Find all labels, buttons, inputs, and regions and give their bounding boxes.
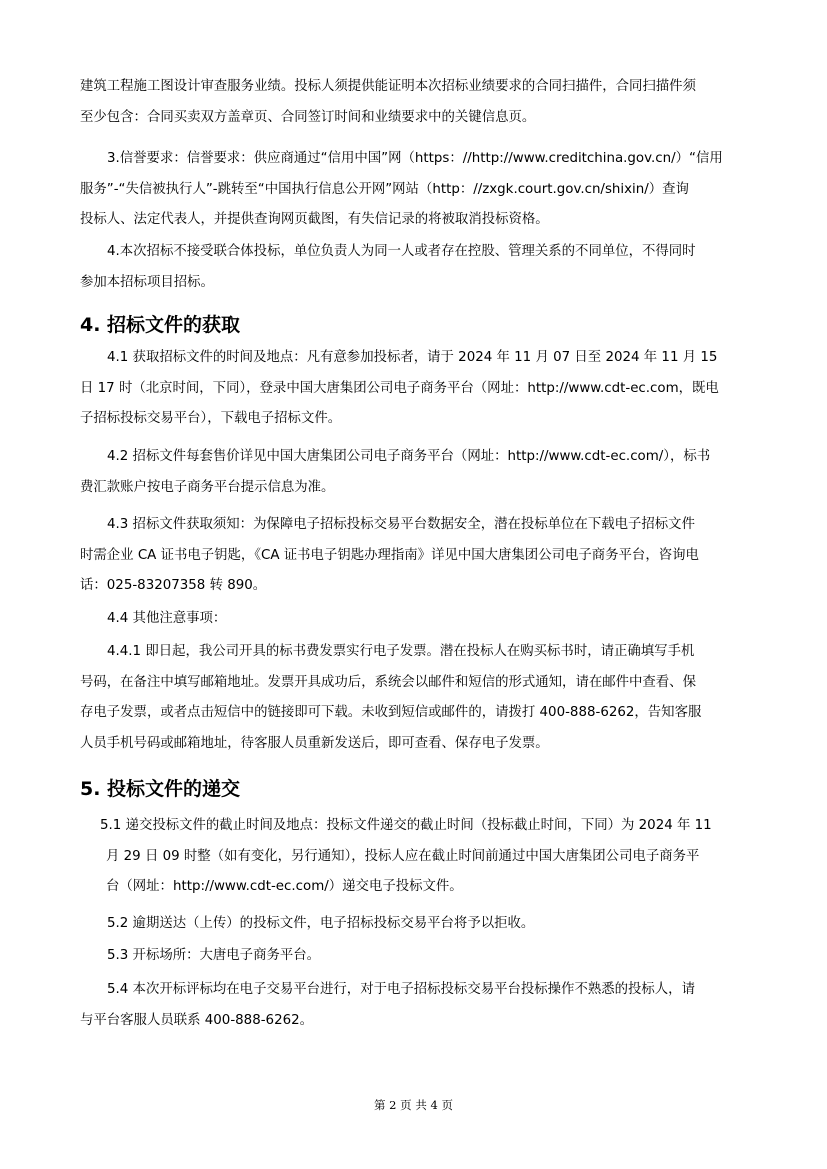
text-line: 人员手机号码或邮箱地址，待客服人员重新发送后，即可查看、保存电子发票。 [80,735,549,751]
text-line: 号码，在备注中填写邮箱地址。发票开具成功后，系统会以邮件和短信的形式通知，请在邮件中查看、保 [80,674,696,690]
text-line: 台（网址：http://www.cdt-ec.com/）递交电子投标文件。 [106,879,463,895]
text-line: 建筑工程施工图设计审查服务业绩。投标人须提供能证明本次招标业绩要求的合同扫描件，合同扫描件须 [80,79,696,94]
text-line: 月 29 日 09 时整（如有变化，另行通知），投标人应在截止时间前通过中国大唐集团公司电子商务平 [106,848,700,864]
text-line: 4.4 其他注意事项： [107,611,227,626]
text-line: 日 17 时（北京时间，下同），登录中国大唐集团公司电子商务平台（网址：http://www.cdt-ec.com，既电 [80,380,719,396]
paragraph-5-3 [80,941,748,972]
text-line: 子招标投标交易平台），下载电子招标文件。 [80,411,342,427]
text-line: 4.1 获取招标文件的时间及地点：凡有意参加投标者，请于 2024 年 11 月 07 日至 2024 年 11 月 15 [107,350,718,365]
text-line: 4.2 招标文件每套售价详见中国大唐集团公司电子商务平台（网址：http://www.cdt-ec.com/），标书 [107,449,711,464]
text-line: 至少包含：合同买卖双方盖章页、合同签订时间和业绩要求中的关键信息页。 [80,109,536,125]
text-line: 5.3 开标场所：大唐电子商务平台。 [107,948,321,963]
text-line: 存电子发票，或者点击短信中的链接即可下载。未收到短信或邮件的，请拨打 400-888-6262，告知客服 [80,705,702,721]
section-heading-5: 5. 投标文件的递交 [80,778,241,800]
paragraph-5-1 [100,811,748,903]
paragraph-4-4 [80,604,748,635]
text-line: 5.1 递交投标文件的截止时间及地点：投标文件递交的截止时间（投标截止时间，下同）为 2024 年 11 [100,818,712,833]
paragraph-performance-requirement [80,72,748,133]
page-number-footer: 第 2 页 共 4 页 [374,1098,453,1112]
text-line: 与平台客服人员联系 400-888-6262。 [80,1012,314,1028]
text-line: 4.4.1 即日起，我公司开具的标书费发票实行电子发票。潜在投标人在购买标书时，请正确填写手机 [107,644,695,659]
text-line: 参加本招标项目招标。 [80,274,214,290]
text-line: 费汇款账户按电子商务平台提示信息为准。 [80,479,335,495]
paragraph-4-1 [80,343,748,435]
text-line: 4.本次招标不接受联合体投标，单位负责人为同一人或者存在控股、管理关系的不同单位，不得同时 [107,244,696,259]
text-line: 话：025-83207358 转 890。 [80,578,267,594]
text-line: 5.4 本次开标评标均在电子交易平台进行，对于电子招标投标交易平台投标操作不熟悉的投标人，请 [107,982,695,997]
paragraph-5-2 [80,909,748,940]
paragraph-5-4 [80,975,748,1036]
paragraph-4-2 [80,442,748,503]
text-line: 5.2 逾期送达（上传）的投标文件，电子招标投标交易平台将予以拒收。 [107,916,535,931]
text-line: 3.信誉要求：信誉要求：供应商通过“信用中国”网（https：//http://www.creditchina.gov.cn/）“信用 [107,151,723,166]
text-line: 投标人、法定代表人，并提供查询网页截图，有失信记录的将被取消投标资格。 [80,212,549,228]
text-line: 时需企业 CA 证书电子钥匙，《CA 证书电子钥匙办理指南》详见中国大唐集团公司电子商务平台，咨询电 [80,547,699,563]
text-line: 4.3 招标文件获取须知：为保障电子招标投标交易平台数据安全，潜在投标单位在下载电子招标文件 [107,517,695,532]
paragraph-4-3 [80,510,748,602]
section-heading-4: 4. 招标文件的获取 [80,314,241,336]
paragraph-credit-requirement [80,144,748,236]
paragraph-4-4-1 [80,637,748,759]
text-line: 服务”-“失信被执行人”-跳转至“中国执行信息公开网”网站（http：//zxgk.court.gov.cn/shixin/）查询 [80,181,689,197]
paragraph-joint-venture [80,237,748,298]
